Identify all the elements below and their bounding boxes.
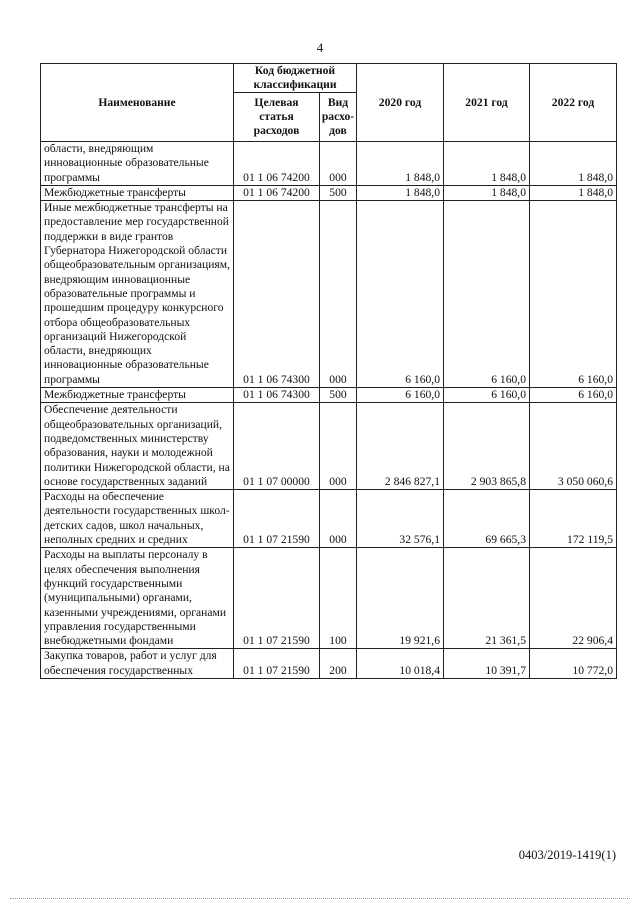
table-header	[41, 64, 617, 142]
table-row	[41, 649, 617, 679]
row-target-code: 01 1 06 74300	[234, 388, 320, 403]
row-value-2020: 1 848,0	[357, 142, 444, 186]
header-target-article: Целевая статья расходов	[234, 93, 320, 142]
row-value-2022: 6 160,0	[530, 388, 617, 403]
header-year-2022: 2022 год	[530, 64, 617, 142]
row-target-code: 01 1 06 74200	[234, 185, 320, 200]
row-expense-type: 000	[320, 490, 357, 548]
row-value-2022: 10 772,0	[530, 649, 617, 679]
row-value-2022: 1 848,0	[530, 185, 617, 200]
row-value-2021: 10 391,7	[444, 649, 530, 679]
row-expense-type: 000	[320, 201, 357, 388]
row-value-2021: 6 160,0	[444, 388, 530, 403]
row-value-2020: 19 921,6	[357, 548, 444, 649]
page-number: 4	[316, 40, 324, 55]
row-name: области, внедряющим инновационные образовательные программы	[41, 142, 234, 186]
row-value-2022: 172 119,5	[530, 490, 617, 548]
row-target-code: 01 1 07 21590	[234, 548, 320, 649]
row-value-2021: 1 848,0	[444, 142, 530, 186]
row-value-2021: 2 903 865,8	[444, 403, 530, 490]
budget-table	[40, 63, 617, 679]
row-name: Расходы на выплаты персоналу в целях обеспечения выполнения функций государственными (муниципальными) органами, казенными учреждениями, органами управления государственными внебюджетными фондами	[41, 548, 234, 649]
row-expense-type: 500	[320, 388, 357, 403]
row-expense-type: 100	[320, 548, 357, 649]
header-year-2020: 2020 год	[357, 64, 444, 142]
row-expense-type: 500	[320, 185, 357, 200]
row-value-2020: 6 160,0	[357, 201, 444, 388]
row-target-code: 01 1 06 74200	[234, 142, 320, 186]
row-value-2020: 2 846 827,1	[357, 403, 444, 490]
table-row	[41, 403, 617, 490]
row-value-2020: 6 160,0	[357, 388, 444, 403]
row-value-2022: 6 160,0	[530, 201, 617, 388]
header-name: Наименование	[41, 64, 234, 142]
row-value-2021: 21 361,5	[444, 548, 530, 649]
row-target-code: 01 1 07 21590	[234, 490, 320, 548]
row-target-code: 01 1 07 21590	[234, 649, 320, 679]
header-year-2021: 2021 год	[444, 64, 530, 142]
document-code: 0403/2019-1419(1)	[518, 848, 616, 862]
row-name: Межбюджетные трансферты	[41, 185, 234, 200]
row-value-2020: 32 576,1	[357, 490, 444, 548]
row-value-2020: 1 848,0	[357, 185, 444, 200]
row-name: Расходы на обеспечение деятельности государственных школ-детских садов, школ начальных, неполных средних и средних	[41, 490, 234, 548]
row-expense-type: 000	[320, 142, 357, 186]
table-row	[41, 548, 617, 649]
row-value-2021: 69 665,3	[444, 490, 530, 548]
row-name: Закупка товаров, работ и услуг для обеспечения государственных	[41, 649, 234, 679]
row-expense-type: 000	[320, 403, 357, 490]
table-row	[41, 201, 617, 388]
table-row	[41, 185, 617, 200]
row-value-2021: 1 848,0	[444, 185, 530, 200]
row-target-code: 01 1 06 74300	[234, 201, 320, 388]
table-row	[41, 490, 617, 548]
row-value-2020: 10 018,4	[357, 649, 444, 679]
header-code-group: Код бюджетной классификации	[234, 64, 357, 93]
row-value-2022: 3 050 060,6	[530, 403, 617, 490]
row-value-2022: 22 906,4	[530, 548, 617, 649]
row-target-code: 01 1 07 00000	[234, 403, 320, 490]
table-row	[41, 388, 617, 403]
scan-edge-divider	[10, 898, 630, 903]
row-value-2021: 6 160,0	[444, 201, 530, 388]
row-value-2022: 1 848,0	[530, 142, 617, 186]
row-expense-type: 200	[320, 649, 357, 679]
header-expense-type: Вид расхо-дов	[320, 93, 357, 142]
table-row	[41, 142, 617, 186]
row-name: Обеспечение деятельности общеобразовательных организаций, подведомственных министерству образования, науки и молодежной политики Нижегородской области, на основе государственных заданий	[41, 403, 234, 490]
row-name: Межбюджетные трансферты	[41, 388, 234, 403]
row-name: Иные межбюджетные трансферты на предоставление мер государственной поддержки в виде грантов Губернатора Нижегородской области общеобразовательным организациям, внедряющим инновационные образовательные программы и прошедшим процедуру конкурсного отбора общеобразовательных организаций Нижегородской области, внедряющих инновационные образовательные программы	[41, 201, 234, 388]
